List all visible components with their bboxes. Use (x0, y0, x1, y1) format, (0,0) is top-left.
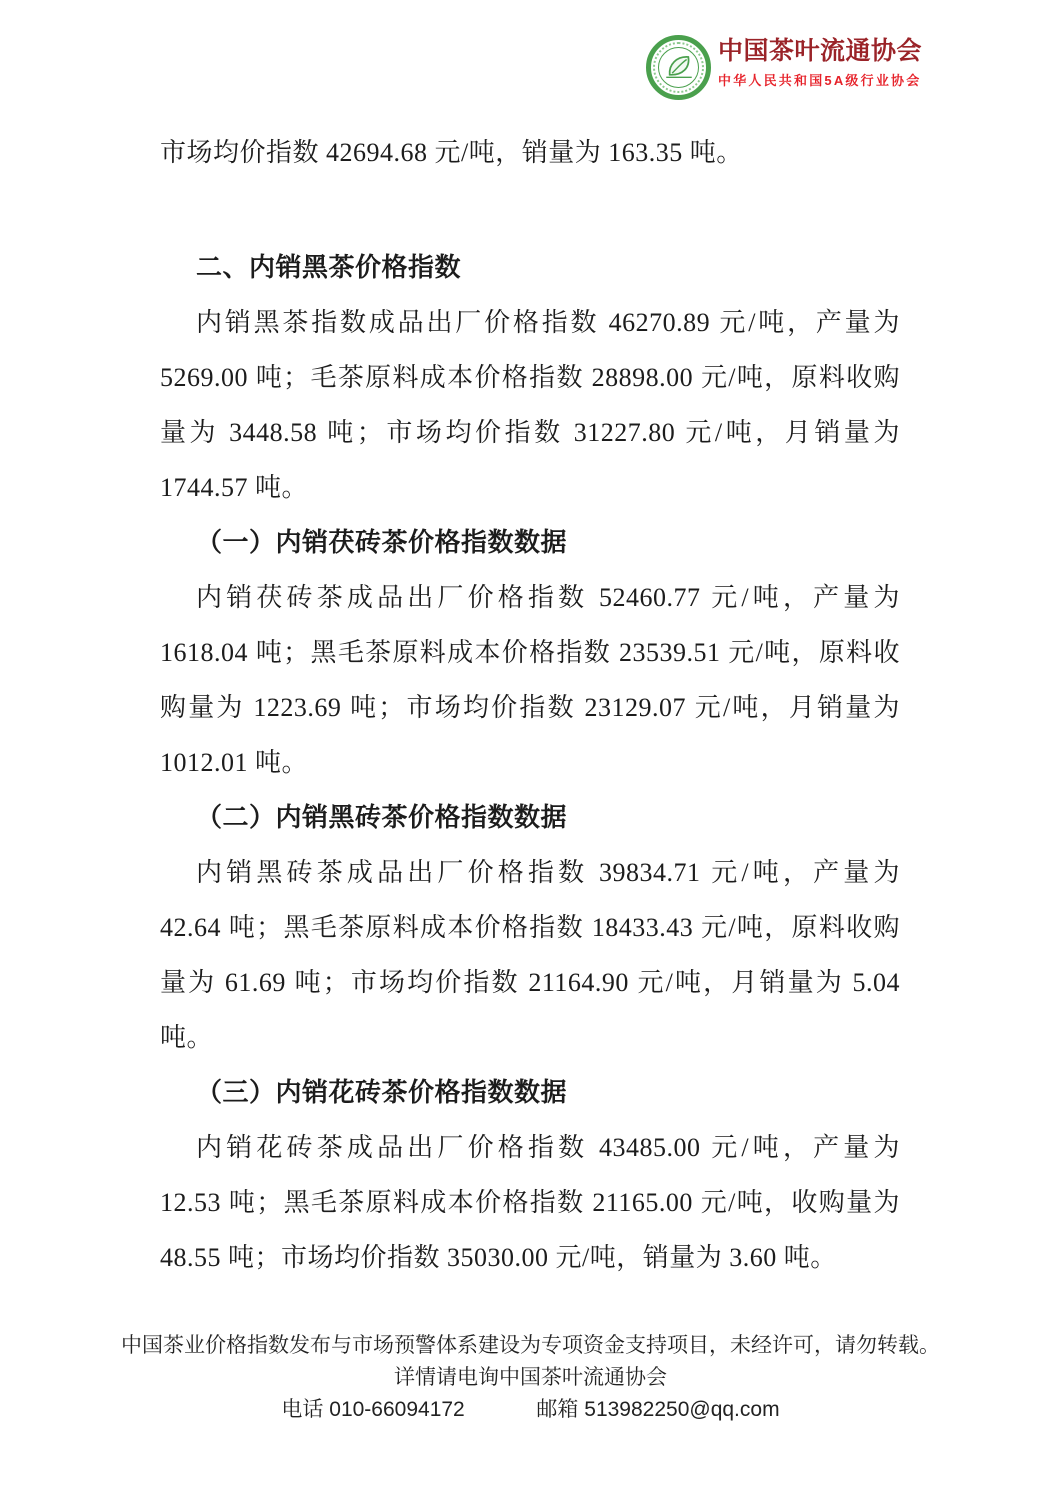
subsection-heading: （一）内销茯砖茶价格指数数据 (196, 528, 568, 557)
tea-leaf-logo-icon (646, 35, 711, 100)
org-name: 中国茶叶流通协会 (718, 38, 923, 65)
phone-number: 010-66094172 (329, 1398, 465, 1421)
paragraph-line: 内销茯砖茶成品出厂价格指数 52460.77 元/吨，产量为 (196, 583, 900, 612)
paragraph-line: 1012.01 吨。 (160, 748, 309, 777)
email-address: 513982250@qq.com (584, 1398, 780, 1421)
document-body (160, 125, 900, 1285)
email-label: 邮箱 (536, 1398, 579, 1421)
paragraph-line: 内销黑茶指数成品出厂价格指数 46270.89 元/吨，产量为 (196, 308, 900, 337)
paragraph-line: 内销花砖茶成品出厂价格指数 43485.00 元/吨，产量为 (196, 1133, 900, 1162)
logo-inner-circle (658, 47, 699, 88)
paragraph-line: 购量为 1223.69 吨；市场均价指数 23129.07 元/吨，月销量为 (160, 693, 900, 722)
subsection-heading: （三）内销花砖茶价格指数数据 (196, 1078, 568, 1107)
footer-contact-line: 详情请电询中国茶叶流通协会 (394, 1366, 667, 1389)
paragraph-line: 42.64 吨；黑毛茶原料成本价格指数 18433.43 元/吨，原料收购 (160, 913, 900, 942)
footer-notice: 中国茶业价格指数发布与市场预警体系建设为专项资金支持项目，未经许可，请勿转载。 (121, 1334, 940, 1357)
phone-label: 电话 (281, 1398, 324, 1421)
section-heading: 二、内销黑茶价格指数 (196, 253, 462, 282)
paragraph-line: 吨。 (160, 1023, 214, 1052)
footer-contact-details (0, 1394, 1061, 1426)
page-footer (0, 1330, 1061, 1426)
association-logo (646, 35, 922, 100)
logo-text-block (718, 35, 922, 89)
paragraph-line: 48.55 吨；市场均价指数 35030.00 元/吨，销量为 3.60 吨。 (160, 1243, 837, 1272)
subsection-heading: （二）内销黑砖茶价格指数数据 (196, 803, 568, 832)
paragraph-line: 12.53 吨；黑毛茶原料成本价格指数 21165.00 元/吨，收购量为 (160, 1188, 900, 1217)
paragraph-line: 1744.57 吨。 (160, 473, 309, 502)
paragraph-line: 市场均价指数 42694.68 元/吨，销量为 163.35 吨。 (160, 138, 743, 167)
org-subtitle: 中华人民共和国5A级行业协会 (718, 73, 922, 88)
leaf-icon (662, 51, 696, 85)
paragraph-line: 内销黑砖茶成品出厂价格指数 39834.71 元/吨，产量为 (196, 858, 900, 887)
paragraph-line: 量为 61.69 吨；市场均价指数 21164.90 元/吨，月销量为 5.04 (160, 968, 900, 997)
paragraph-line: 量为 3448.58 吨；市场均价指数 31227.80 元/吨，月销量为 (160, 418, 900, 447)
paragraph-line: 5269.00 吨；毛茶原料成本价格指数 28898.00 元/吨，原料收购 (160, 363, 900, 392)
paragraph-line: 1618.04 吨；黑毛茶原料成本价格指数 23539.51 元/吨，原料收 (160, 638, 900, 667)
